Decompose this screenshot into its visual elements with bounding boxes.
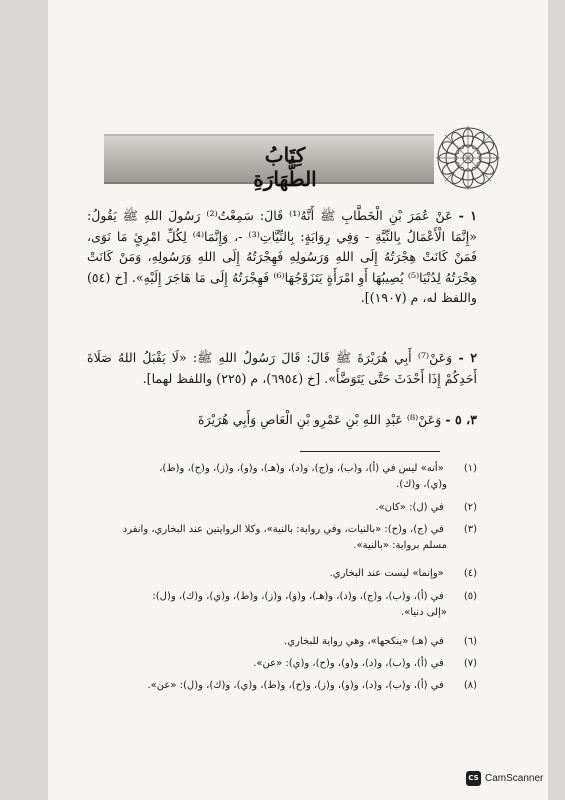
footnote-3 [87,522,477,554]
rosette-ornament-icon [434,124,502,192]
hadith-number: ٢ - [458,350,477,365]
hadith-number: ١ - [458,208,477,223]
footnote-4 [87,566,477,582]
footnote-number: (٢) [463,502,477,513]
footnote-5 [87,589,477,621]
footnote-text: في (أ)، و(ب)، و(د)، و(و)، و(ز)، و(ح)، و(ط)، و(ي)، و(ك)، و(ل): «عن». [147,680,444,691]
footnote-text: في (ل): «كان». [375,502,444,513]
footnote-text: في (أ)، و(ب)، و(ج)، و(د)، و(هـ)، و(و)، و(ز)، و(ط)، و(ي)، و(ك)، و(ل): [152,591,444,602]
hadith-3-5 [87,410,477,431]
footnote-text: في (ج)، و(ح): «بالنيات، وفي رواية: بالنية»، وكلا الروايتين عند البخاري، وانفرد [122,524,444,535]
footnote-continuation: مسلم برواية: «بالنية». [353,540,447,551]
hadith-text: عَنْ عُمَرَ بْنِ الْخَطَّابِ ﷺ أَنَّهُ⁽¹⁾ قَالَ: سَمِعْتُ⁽²⁾ رَسُولَ اللهِ ﷺ يَقُولُ: «إِنَّمَا الْأَعْمَالُ بِالنِّيَّةِ - وَفِي رِوَايَةٍ: بِالنِّيَّاتِ⁽³⁾ -، وَإِنَّمَا⁽⁴⁾ لِكُلِّ امْرِئٍ مَا نَوَى، فَمَنْ كَانَتْ هِجْرَتُهُ إِلَى اللهِ وَرَسُولِهِ فَهِجْرَتُهُ إِلَى اللهِ وَرَسُولِهِ، وَمَنْ كَانَتْ هِجْرَتُهُ لِدُنْيَا⁽⁵⁾ يُصِيبُهَا أَوِ امْرَأَةٍ يَتَزَوَّجُهَا⁽⁶⁾ فَهِجْرَتُهُ إِلَى مَا هَاجَرَ إِلَيْهِ». [خ (٥٤) واللفظ له، م (١٩٠٧)]. [87,208,477,305]
hadith-text: وَعَنْ⁽⁷⁾ أَبِي هُرَيْرَةَ ﷺ قَالَ: قَالَ رَسُولُ اللهِ ﷺ: «لَا يَقْبَلُ اللهُ صَلَاةَ أَحَدِكُمْ إِذَا أَحْدَثَ حَتَّى يَتَوَضَّأَ». [خ (٦٩٥٤)، م (٢٢٥) واللفظ لهما]. [87,350,477,386]
footnote-number: (٥) [463,591,477,602]
footnote-6 [87,634,477,650]
footnote-continuation: «إلى دنيا». [400,607,447,618]
footnote-number: (٨) [463,680,477,691]
footnote-number: (٦) [463,636,477,647]
footnote-number: (٣) [463,524,477,535]
footnote-text: في (أ)، و(ب)، و(د)، و(و)، و(ح)، و(ي): «عن». [253,658,444,669]
camscanner-watermark: CamScanner [485,773,544,784]
footnote-text: «وإنما» ليست عند البخاري. [329,568,444,579]
footnote-separator [300,451,440,452]
chapter-title: كِتَابُ الطَّهَارَةِ [253,143,317,191]
footnote-1 [87,461,477,493]
hadith-text: وَعَنْ⁽⁸⁾ عَبْدِ اللهِ بْنِ عَمْرِو بْنِ الْعَاصِ وَأَبِي هُرَيْرَةَ [198,412,442,427]
camscanner-logo-icon: CS [466,771,481,786]
footnote-number: (٧) [463,658,477,669]
footnote-text: «أنه» ليس في (أ)، و(ب)، و(ج)، و(د)، و(هـ)، و(و)، و(ز)، و(ح)، و(ط)، [159,463,444,474]
footnote-8 [87,678,477,694]
footnote-text: في (هـ) «ينكحها»، وهي رواية للبخاري. [284,636,444,647]
footnote-7 [87,656,477,672]
hadith-1 [87,206,477,309]
footnote-2 [87,500,477,516]
hadith-number: ٣، ٥ - [445,412,477,427]
hadith-2 [87,348,477,389]
footnote-continuation: و(ي)، و(ك). [396,479,447,490]
footnote-number: (٤) [463,568,477,579]
footnote-number: (١) [463,463,477,474]
